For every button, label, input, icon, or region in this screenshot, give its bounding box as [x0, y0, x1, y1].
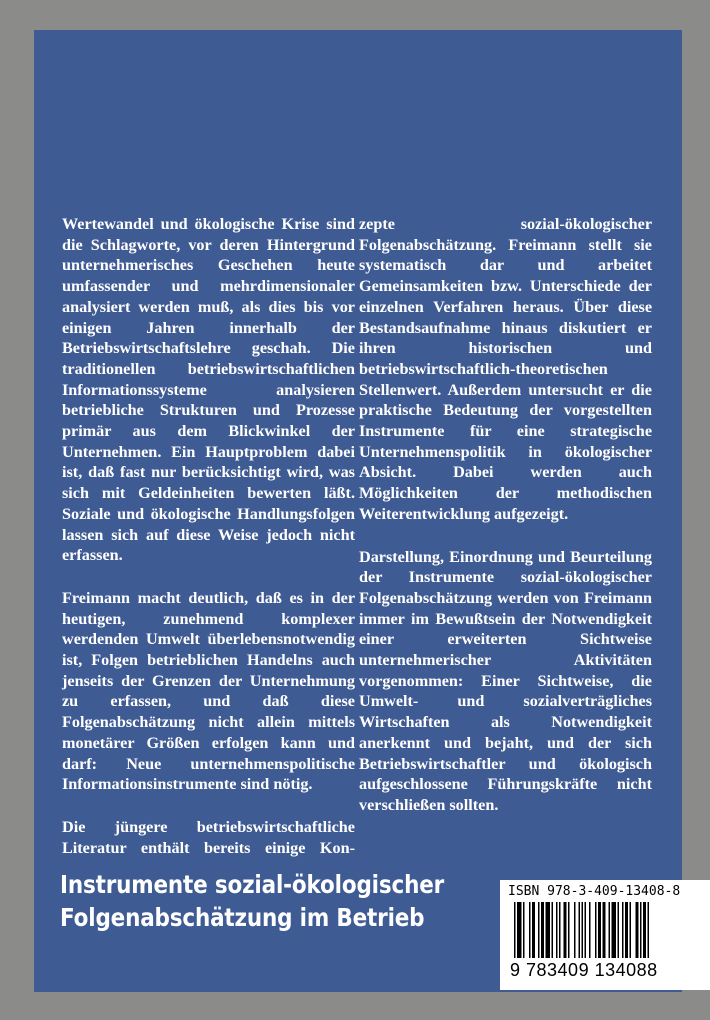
ean-digits: 9 783409 134088	[510, 960, 658, 980]
barcode-bar	[529, 902, 531, 958]
barcode-bar	[579, 902, 581, 958]
barcode-bar	[556, 902, 558, 958]
isbn-label: ISBN 978-3-409-13408-8	[508, 884, 681, 899]
barcode-bar	[582, 902, 584, 958]
barcode-bar	[589, 902, 591, 958]
barcode-bar	[519, 902, 522, 958]
blurb-left-column	[62, 214, 355, 880]
blurb-paragraph: Freimann macht deutlich, daß es in der heutigen, zunehmend komplexer werdenden Umwelt überlebensnotwendig ist, Folgen betrieblichen Handelns auch jenseits der Grenzen der Unternehmung zu erfassen, und daß diese Folgenabschätzung nicht allein mittels monetärer Größen erfolgen kann und darf: Neue unternehmenspolitische Informationsinstrumente sind nötig.	[62, 588, 355, 794]
blurb-paragraph: Darstellung, Einordnung und Beurteilung der Instrumente sozial-ökologischer Folgenabschätzung werden von Freimann immer im Bewußtsein der Notwendigkeit einer erweiterten Sichtweise unternehmerischer Aktivitäten vorgenommen: Einer Sichtweise, die Umwelt- und sozialverträgliches Wirtschaften als Notwendigkeit anerkennt und bejaht, und der sich Betriebswirtschaftler und ökologisch aufgeschlossene Führungskräfte nicht verschließen sollten.	[359, 547, 652, 814]
barcode-bar	[541, 902, 544, 958]
barcode-bar	[532, 902, 535, 958]
book-title	[60, 868, 444, 934]
barcode-bar	[630, 902, 632, 958]
barcode-bar	[598, 902, 601, 958]
barcode-bar	[514, 902, 516, 958]
barcode-bar	[609, 902, 611, 958]
book-title-line: Folgenabschätzung im Betrieb	[60, 903, 425, 932]
barcode-bar	[612, 902, 617, 958]
barcode-bar	[552, 902, 554, 958]
barcode-bar	[643, 902, 646, 958]
barcode-bar	[559, 902, 561, 958]
blurb-paragraph: Die jüngere betriebswirtschaftliche Literatur enthält bereits einige Kon-	[62, 817, 355, 857]
barcode-bar	[585, 902, 587, 958]
barcode-bar	[574, 902, 576, 958]
barcode-bar	[546, 902, 551, 958]
barcode-bar	[517, 902, 519, 958]
barcode-bar	[564, 902, 567, 958]
barcode-bar	[640, 902, 642, 958]
book-title-line: Instrumente sozial-ökologischer	[60, 870, 445, 899]
barcode-bar	[595, 902, 597, 958]
barcode-bar	[523, 902, 525, 958]
blurb-right-column	[359, 214, 652, 838]
barcode-bar	[625, 902, 628, 958]
isbn-barcode	[500, 880, 710, 990]
barcode-bar	[568, 902, 570, 958]
barcode-bars	[510, 902, 700, 962]
barcode-bar	[603, 902, 606, 958]
barcode-bar	[648, 902, 650, 958]
blurb-paragraph: Wertewandel und ökologische Krise sind die Schlagworte, vor deren Hintergrund unternehmerisches Geschehen heute umfassender und mehrdimensionaler analysiert werden muß, als dies bis vor einigen Jahren innerhalb der Betriebswirtschaftslehre geschah. Die traditionellen betriebswirtschaftlichen Informationssysteme analysieren betriebliche Strukturen und Prozesse primär aus dem Blickwinkel der Unternehmen. Ein Hauptproblem dabei ist, daß fast nur berücksichtigt wird, was sich mit Geldeinheiten bewerten läßt. Soziale und ökologische Handlungsfolgen lassen sich auf diese Weise jedoch nicht erfassen.	[62, 215, 355, 565]
barcode-bar	[538, 902, 540, 958]
blurb-paragraph: zepte sozial-ökologischer Folgenabschätzung. Freimann stellt sie systematisch dar und arbeitet Gemeinsamkeiten bzw. Unterschiede der einzelnen Verfahren heraus. Über diese Bestandsaufnahme hinaus diskutiert er ihren historischen und betriebswirtschaftlich-theoretischen Stellenwert. Außerdem untersucht er die praktische Bedeutung der vorgestellten Instrumente für eine strategische Unternehmenspolitik in ökologischer Absicht. Dabei werden auch Möglichkeiten der methodischen Weiterentwicklung aufgezeigt.	[359, 215, 652, 523]
barcode-bar	[636, 902, 639, 958]
barcode-bar	[622, 902, 624, 958]
barcode-bar	[618, 902, 620, 958]
